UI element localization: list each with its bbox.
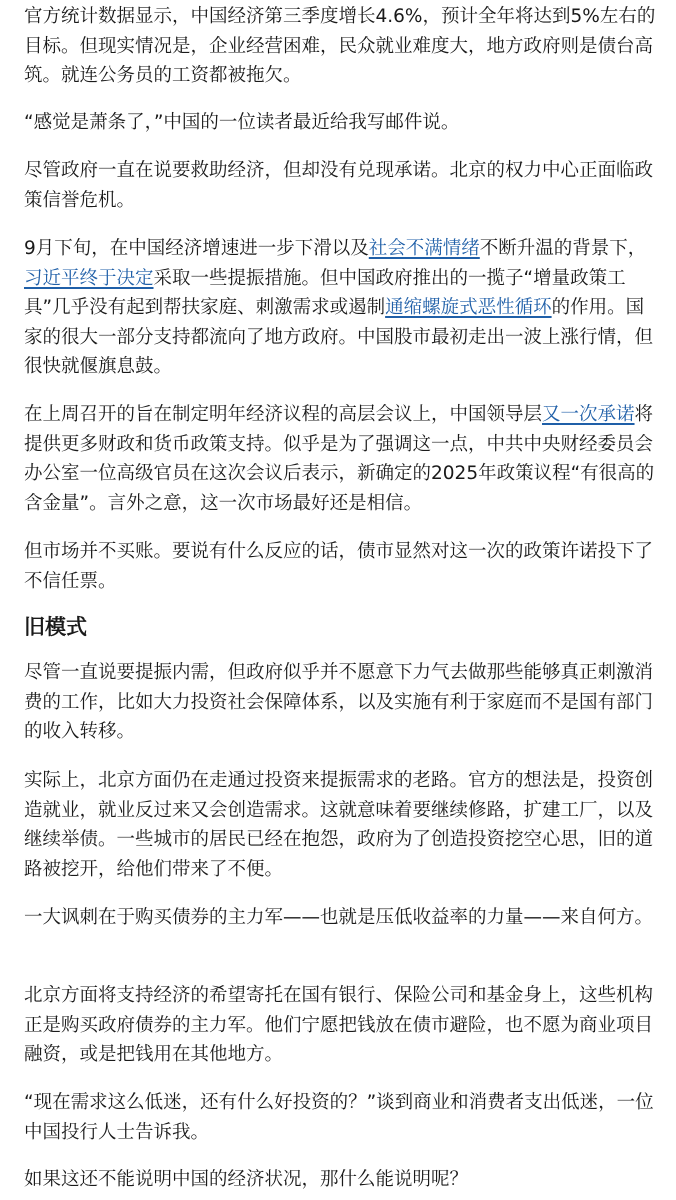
paragraph-text: 不断升温的背景下， [479,238,647,259]
paragraph-text: 在上周召开的旨在制定明年经济议程的高层会议上，中国领导层 [24,404,543,425]
paragraph-text: 9月下旬，在中国经济增速进一步下滑以及 [24,238,369,259]
section-heading-old-model: 旧模式 [24,615,87,639]
paragraph-reader-quote: “感觉是萧条了，”中国的一位读者最近给我写邮件说。 [24,112,460,133]
paragraph-banker-quote: “现在需求这么低迷，还有什么好投资的？”谈到商业和消费者支出低迷，一位中国投行人士告诉我。 [24,1092,654,1143]
link-deflation-spiral[interactable]: 通缩螺旋式恶性循环 [385,297,552,318]
link-xi-decision[interactable]: 习近平终于决定 [24,267,154,289]
paragraph-text: 将提供更多财政和货币政策支持。似乎是为了强调这一点，中共中央财经委员会办公室一位高级官员在这次会议后表示，新确定的2025年政策议程“有很高的含金量”。言外之意，这一次市场最好还是相信。 [24,404,655,514]
paragraph-state-banks: 北京方面将支持经济的希望寄托在国有银行、保险公司和基金身上，这些机构正是购买政府债券的主力军。他们宁愿把钱放在债市避险，也不愿为商业项目融资，或是把钱用在其他地方。 [24,985,654,1065]
link-social-discontent[interactable]: 社会不满情绪 [368,238,480,259]
link-renewed-pledge[interactable]: 又一次承诺 [542,404,635,425]
paragraph-stimulus-measures [24,234,656,382]
paragraph-investment-path: 实际上，北京方面仍在走通过投资来提振需求的老路。官方的想法是，投资创造就业，就业反过来又会创造需求。这就意味着要继续修路，扩建工厂，以及继续举债。一些城市的居民已经在抱怨，政府为了创造投资挖空心思，旧的道路被挖开，给他们带来了不便。 [24,770,654,880]
paragraph-text: 的作用。国家的很大一部分支持都流向了地方政府。中国股市最初走出一波上涨行情，但很快就偃旗息鼓。 [24,297,654,377]
paragraph-market-reaction: 但市场并不买账。要说有什么反应的话，债市显然对这一次的政策许诺投下了不信任票。 [24,541,654,592]
paragraph-credibility-crisis: 尽管政府一直在说要救助经济，但却没有兑现承诺。北京的权力中心正面临政策信誉危机。 [24,160,654,211]
paragraph-gdp-stats: 官方统计数据显示，中国经济第三季度增长4.6%，预计全年将达到5%左右的目标。但现实情况是，企业经营困难，民众就业难度大，地方政府则是债台高筑。就连公务员的工资都被拖欠。 [24,6,656,86]
paragraph-text: 采取一些提振措施。但中国政府推出的一揽子“增量政策工具”几乎没有起到帮扶家庭、刺激需求或遏制 [24,267,626,318]
paragraph-policy-meeting [24,400,656,518]
paragraph-irony: 一大讽刺在于购买债券的主力军——也就是压低收益率的力量——来自何方。 [24,907,654,928]
paragraph-domestic-demand: 尽管一直说要提振内需，但政府似乎并不愿意下力气去做那些能够真正刺激消费的工作，比如大力投资社会保障体系，以及实施有利于家庭而不是国有部门的收入转移。 [24,662,654,742]
paragraph-closing-question: 如果这还不能说明中国的经济状况，那什么能说明呢？ [24,1169,469,1190]
